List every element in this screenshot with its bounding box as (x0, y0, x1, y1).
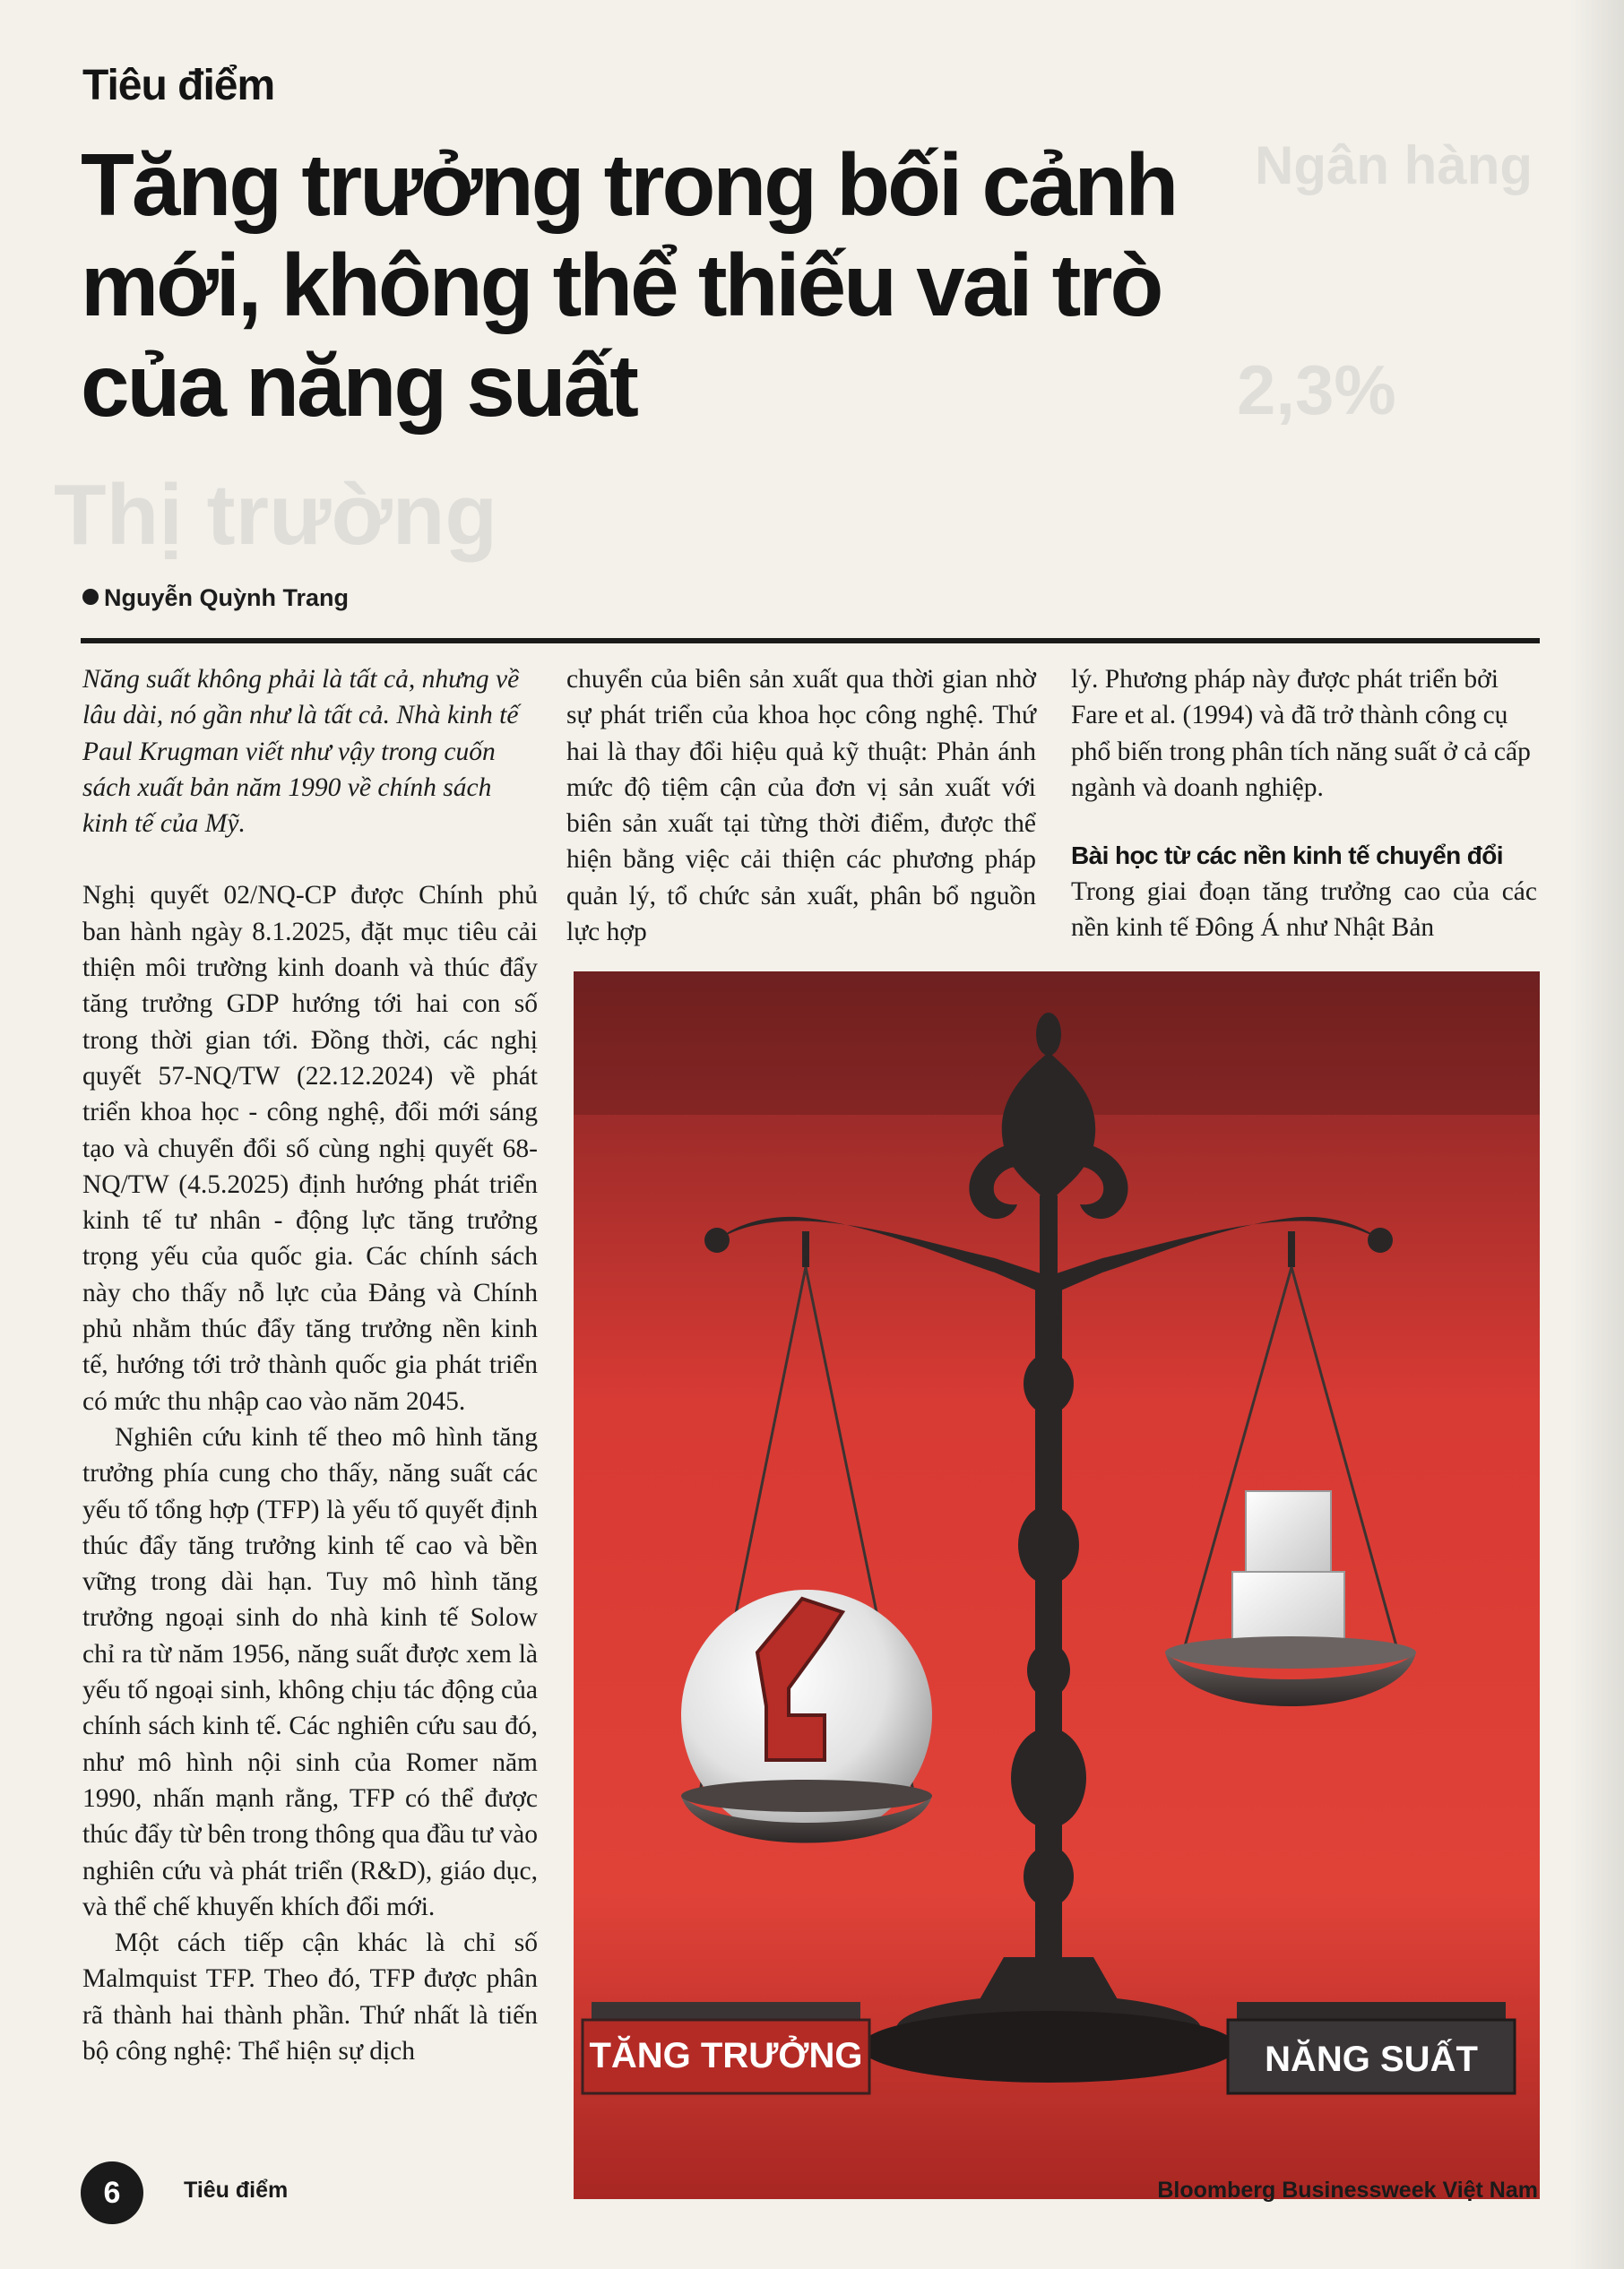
article-column-2 (566, 661, 1036, 950)
footer-section-label: Tiêu điểm (184, 2178, 289, 2203)
body-paragraph: Trong giai đoạn tăng trưởng cao của các nền kinh tế Đông Á như Nhật Bản (1071, 877, 1537, 943)
subheading: Bài học từ các nền kinh tế chuyển đổi (1071, 841, 1503, 870)
label-productivity: NĂNG SUẤT (1265, 2040, 1478, 2079)
article-column-1 (82, 661, 538, 2069)
scale-illustration (574, 971, 1540, 2199)
body-paragraph: lý. Phương pháp này được phát triển bởi Fare et al. (1994) và đã trở thành công cụ phổ biến trong phân tích năng suất ở cả cấp ngành và doanh nghiệp. (1071, 665, 1531, 802)
left-pan (681, 1590, 932, 1843)
body-paragraph: Một cách tiếp cận khác là chỉ số Malmquist TFP. Theo đó, TFP được phân rã thành hai thành phần. Thứ nhất là tiến bộ công nghệ: Thể hiện sự dịch (82, 1928, 538, 2066)
body-paragraph: Nghị quyết 02/NQ-CP được Chính phủ ban hành ngày 8.1.2025, đặt mục tiêu cải thiện môi trường kinh doanh và thúc đẩy tăng trưởng GDP hướng tới hai con số trong thời gian tới. Đồng thời, các nghị quyết 57-NQ/TW (22.12.2024) về phát triển khoa học - công nghệ, đổi mới sáng tạo và chuyển đổi số cùng nghị quyết 68-NQ/TW (4.5.2025) định hướng phát triển kinh tế tư nhân - động lực tăng trưởng trọng yếu của quốc gia. Các chính sách này cho thấy nỗ lực của Đảng và Chính phủ nhằm thúc đẩy tăng trưởng nền kinh tế, hướng tới trở thành quốc gia phát triển có mức thu nhập cao vào năm 2045. (82, 881, 538, 1416)
bullet-icon (82, 589, 99, 605)
article-column-3 (1071, 661, 1537, 946)
headline-line: mới, không thể thiếu vai trò (81, 236, 1162, 334)
bleed-through-text: Thị trường (54, 467, 497, 563)
body-paragraph: chuyển của biên sản xuất qua thời gian nhờ sự phát triển của khoa học công nghệ. Thứ hai là thay đổi hiệu quả kỹ thuật: Phản ánh mức độ tiệm cận của đơn vị sản xuất với biên sản xuất tại từng thời điểm, được thể hiện bằng việc cải thiện các phương pháp quản lý, tổ chức sản xuất, phân bổ nguồn lực hợp (566, 665, 1036, 947)
lede-paragraph: Năng suất không phải là tất cả, nhưng về lâu dài, nó gần như là tất cả. Nhà kinh tế Paul Krugman viết như vậy trong cuốn sách xuất bản năm 1990 về chính sách kinh tế của Mỹ. (82, 665, 520, 839)
label-growth: TĂNG TRƯỞNG (589, 2036, 863, 2075)
headline-line: của năng suất (81, 336, 636, 435)
page-number: 6 (81, 2161, 143, 2224)
page-edge-shadow (1570, 0, 1624, 2269)
footer-publication: Bloomberg Businessweek Việt Nam (1157, 2178, 1538, 2203)
body-paragraph: Nghiên cứu kinh tế theo mô hình tăng trưởng phía cung cho thấy, năng suất các yếu tố tổng hợp (TFP) là yếu tố quyết định thúc đẩy tăng trưởng kinh tế cao và bền vững trong dài hạn. Tuy mô hình tăng trưởng ngoại sinh do nhà kinh tế Solow chỉ ra từ năm 1956, năng suất được xem là yếu tố ngoại sinh, không chịu tác động của chính sách kinh tế. Các nghiên cứu sau đó, như mô hình nội sinh của Romer năm 1990, nhấn mạnh rằng, TFP có thể được thúc đẩy từ bên trong thông qua đầu tư vào nghiên cứu và phát triển (R&D), giáo dục, và thể chế khuyến khích đổi mới. (82, 1422, 538, 1921)
section-label: Tiêu điểm (82, 62, 275, 109)
bleed-through-text: Ngân hàng (1255, 135, 1533, 195)
balance-scale-svg (574, 971, 1540, 2199)
headline (81, 134, 1317, 436)
byline (82, 584, 349, 612)
author-name: Nguyễn Quỳnh Trang (104, 584, 350, 611)
cube-icon (1246, 1491, 1331, 1572)
bleed-through-text: 2,3% (1237, 350, 1396, 429)
headline-line: Tăng trưởng trong bối cảnh (81, 135, 1177, 234)
header-rule (81, 638, 1540, 643)
